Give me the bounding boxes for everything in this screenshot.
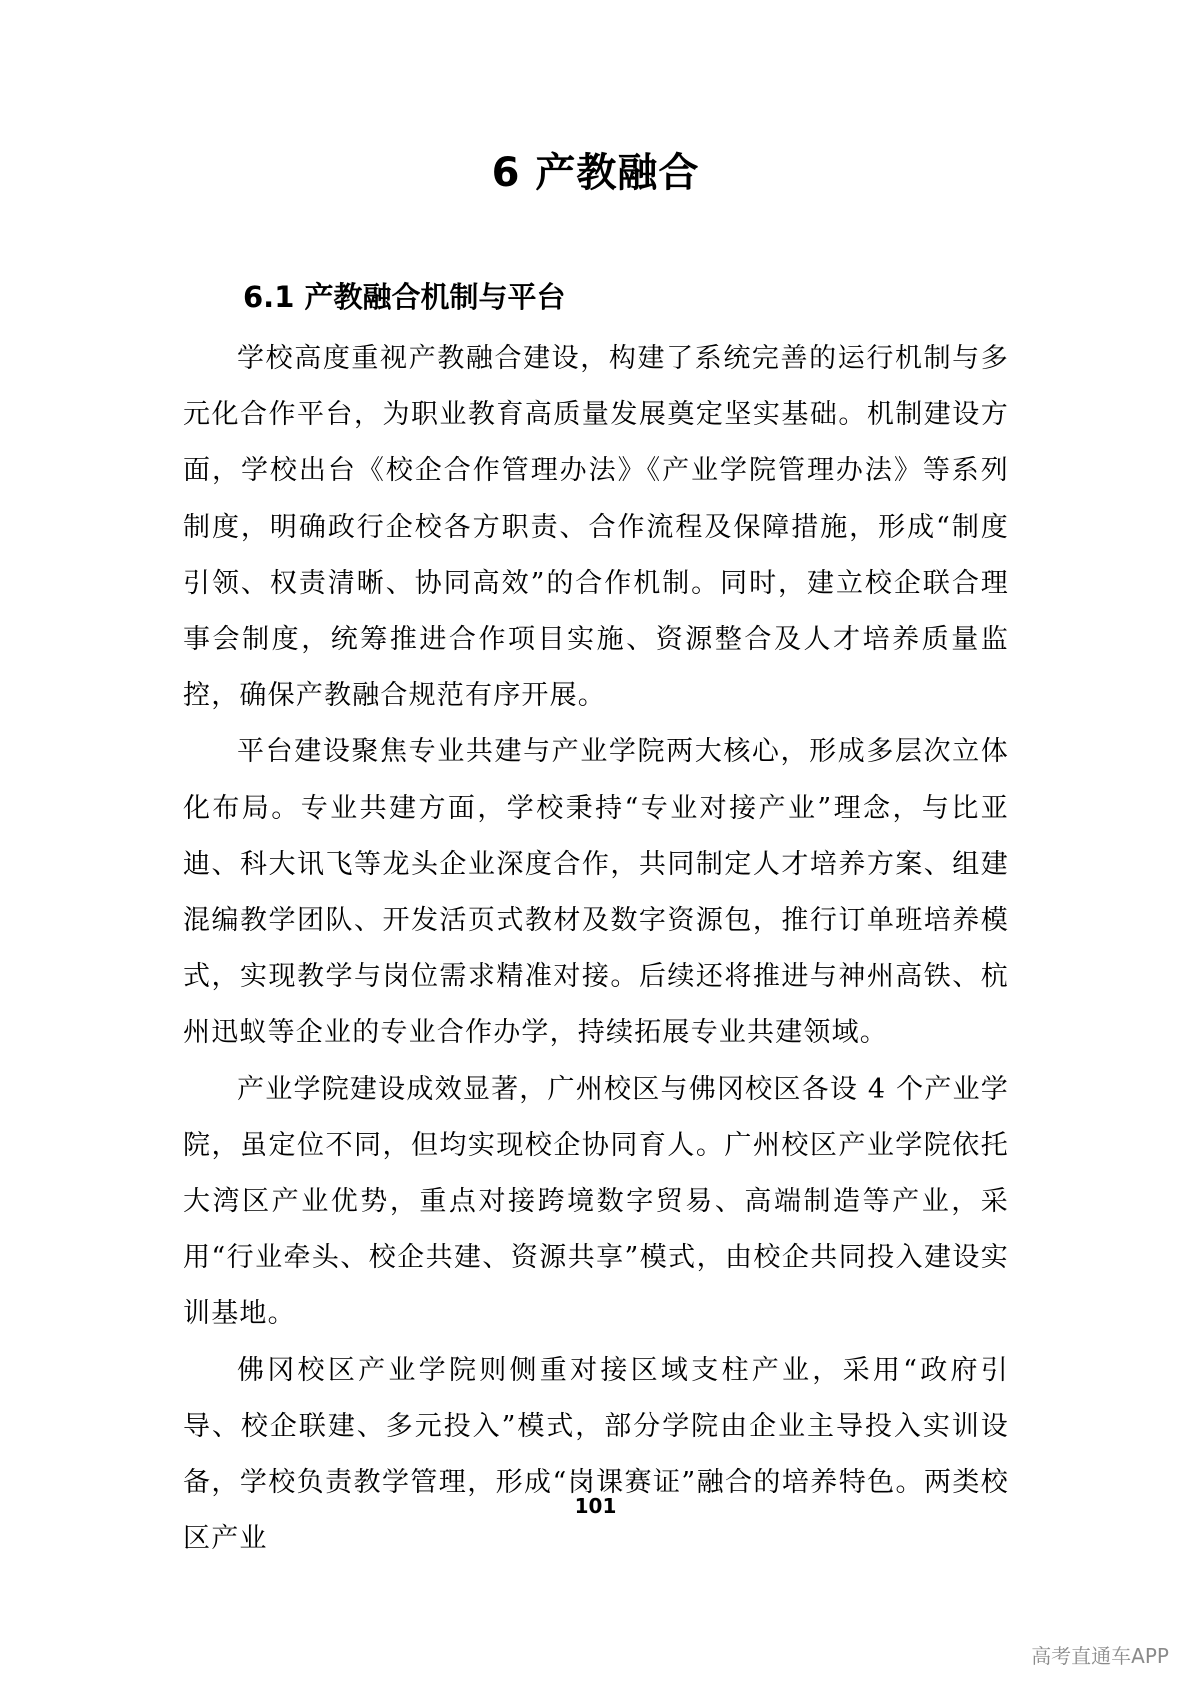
paragraph: 佛冈校区产业学院则侧重对接区域支柱产业，采用“政府引导、校企联建、多元投入”模式，部分学院由企业主导投入实训设备，学校负责教学管理，形成“岗课赛证”融合的培养特色。两类校区产业 [183,1354,1009,1555]
page-number: 101 [574,1494,617,1518]
section-heading: 6.1 产教融合机制与平台 [243,280,566,314]
body-text [183,331,1009,1567]
watermark: 高考直通车APP [1031,1644,1169,1668]
paragraph: 平台建设聚焦专业共建与产业学院两大核心，形成多层次立体化布局。专业共建方面，学校秉持“专业对接产业”理念，与比亚迪、科大讯飞等龙头企业深度合作，共同制定人才培养方案、组建混编教学团队、开发活页式教材及数字资源包，推行订单班培养模式，实现教学与岗位需求精准对接。后续还将推进与神州高铁、杭州迅蚁等企业的专业合作办学，持续拓展专业共建领域。 [183,736,1009,1049]
page-title: 6 产教融合 [491,150,700,196]
paragraph: 学校高度重视产教融合建设，构建了系统完善的运行机制与多元化合作平台，为职业教育高质量发展奠定坚实基础。机制建设方面，学校出台《校企合作管理办法》《产业学院管理办法》等系列制度，明确政行企校各方职责、合作流程及保障措施，形成“制度引领、权责清晰、协同高效”的合作机制。同时，建立校企联合理事会制度，统筹推进合作项目实施、资源整合及人才培养质量监控，确保产教融合规范有序开展。 [183,343,1009,712]
paragraph: 产业学院建设成效显著，广州校区与佛冈校区各设 4 个产业学院，虽定位不同，但均实现校企协同育人。广州校区产业学院依托大湾区产业优势，重点对接跨境数字贸易、高端制造等产业，采用“行业牵头、校企共建、资源共享”模式，由校企共同投入建设实训基地。 [183,1073,1009,1330]
